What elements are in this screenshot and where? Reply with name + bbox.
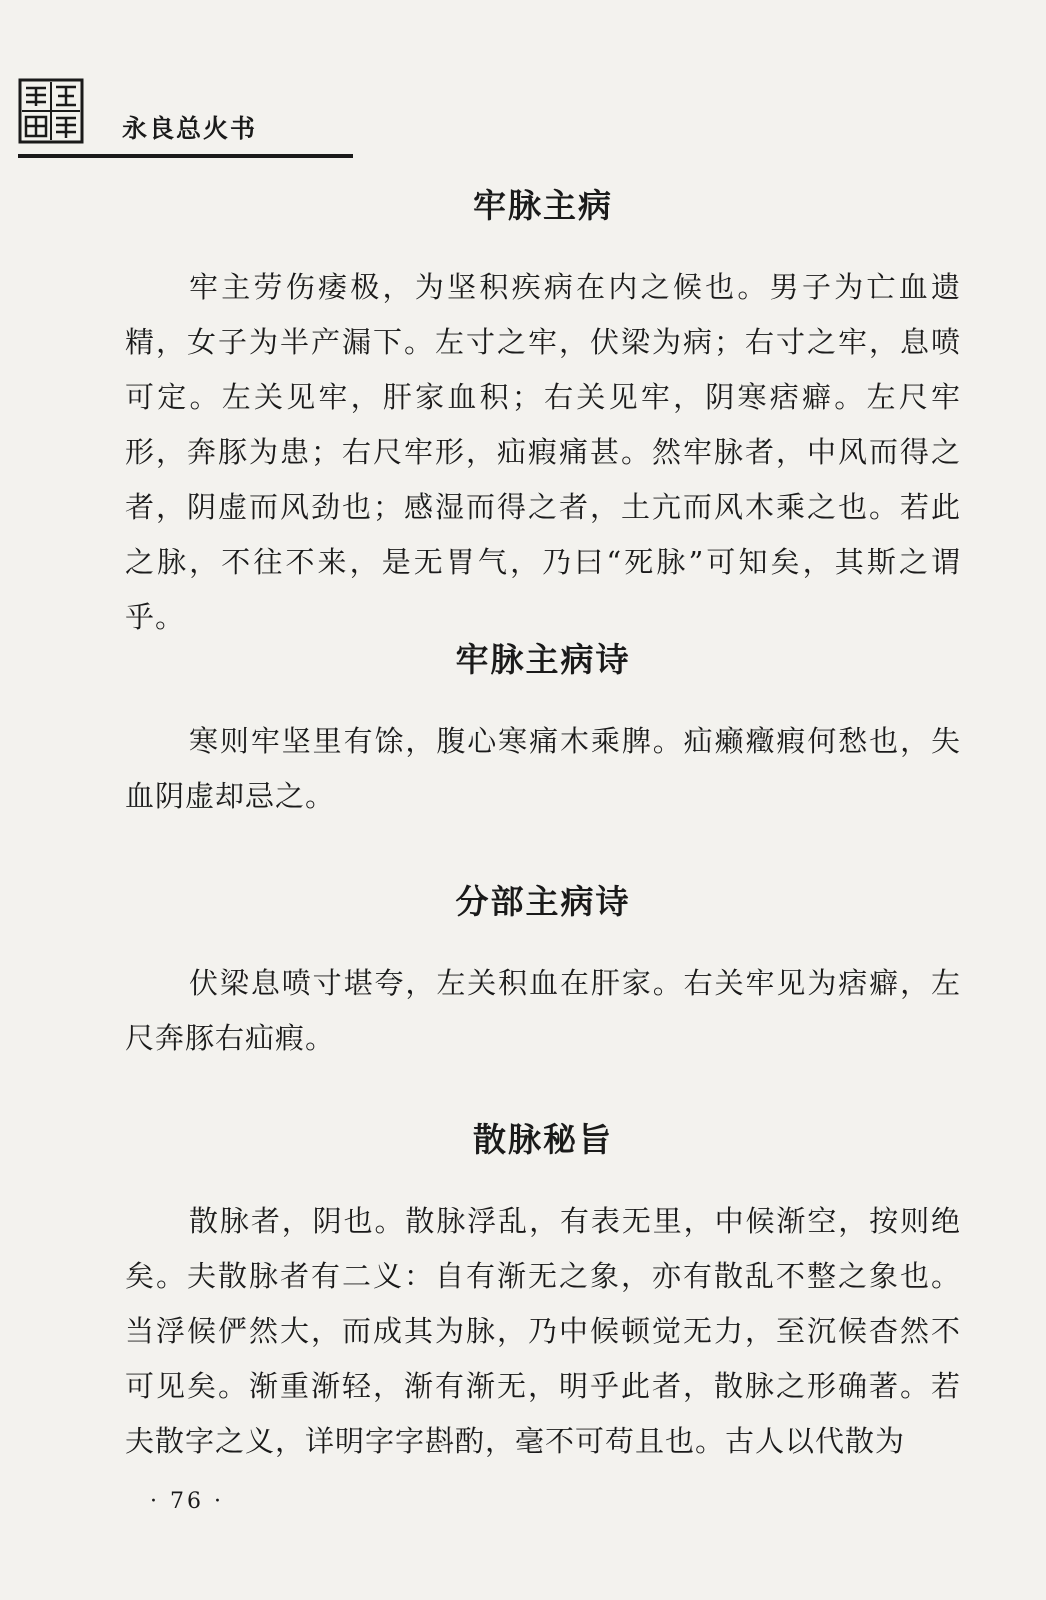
- section-heading: 散脉秘旨: [473, 1120, 613, 1159]
- header-rule: [18, 154, 353, 158]
- page-number: · 76 ·: [150, 1489, 224, 1514]
- section-san-mai-mi-zhi: [125, 1120, 961, 1469]
- section-lao-mai-zhu-bing-shi: [125, 640, 961, 824]
- section-body: 寒则牢坚里有馀，腹心寒痛木乘脾。疝癞癥瘕何愁也，失血阴虚却忌之。: [125, 724, 961, 813]
- section-body: 散脉者，阴也。散脉浮乱，有表无里，中候渐空，按则绝矣。夫散脉者有二义：自有渐无之象，亦有散乱不整之象也。当浮候俨然大，而成其为脉，乃中候顿觉无力，至沉候杳然不可见矣。渐重渐轻，渐有渐无，明乎此者，散脉之形确著。若夫散字之义，详明字字斟酌，毫不可苟且也。古人以代散为: [125, 1204, 961, 1458]
- section-fen-bu-zhu-bing-shi: [125, 882, 961, 1066]
- section-lao-mai-zhu-bing: [125, 186, 961, 645]
- section-heading: 牢脉主病诗: [455, 640, 631, 679]
- section-heading: 分部主病诗: [455, 882, 631, 921]
- seal-logo-icon: [18, 78, 84, 144]
- page-header: [18, 78, 353, 158]
- section-heading: 牢脉主病: [473, 186, 613, 225]
- section-body: 牢主劳伤痿极，为坚积疾病在内之候也。男子为亡血遗精，女子为半产漏下。左寸之牢，伏梁为病；右寸之牢，息喷可定。左关见牢，肝家血积；右关见牢，阴寒痞癖。左尺牢形，奔豚为患；右尺牢形，疝瘕痛甚。然牢脉者，中风而得之者，阴虚而风劲也；感湿而得之者，土亢而风木乘之也。若此之脉，不往不来，是无胃气，乃曰“死脉”可知矣，其斯之谓乎。: [125, 270, 961, 634]
- book-title: 永良总火书: [122, 114, 258, 143]
- section-body: 伏梁息喷寸堪夸，左关积血在肝家。右关牢见为痞癖，左尺奔豚右疝瘕。: [125, 966, 961, 1055]
